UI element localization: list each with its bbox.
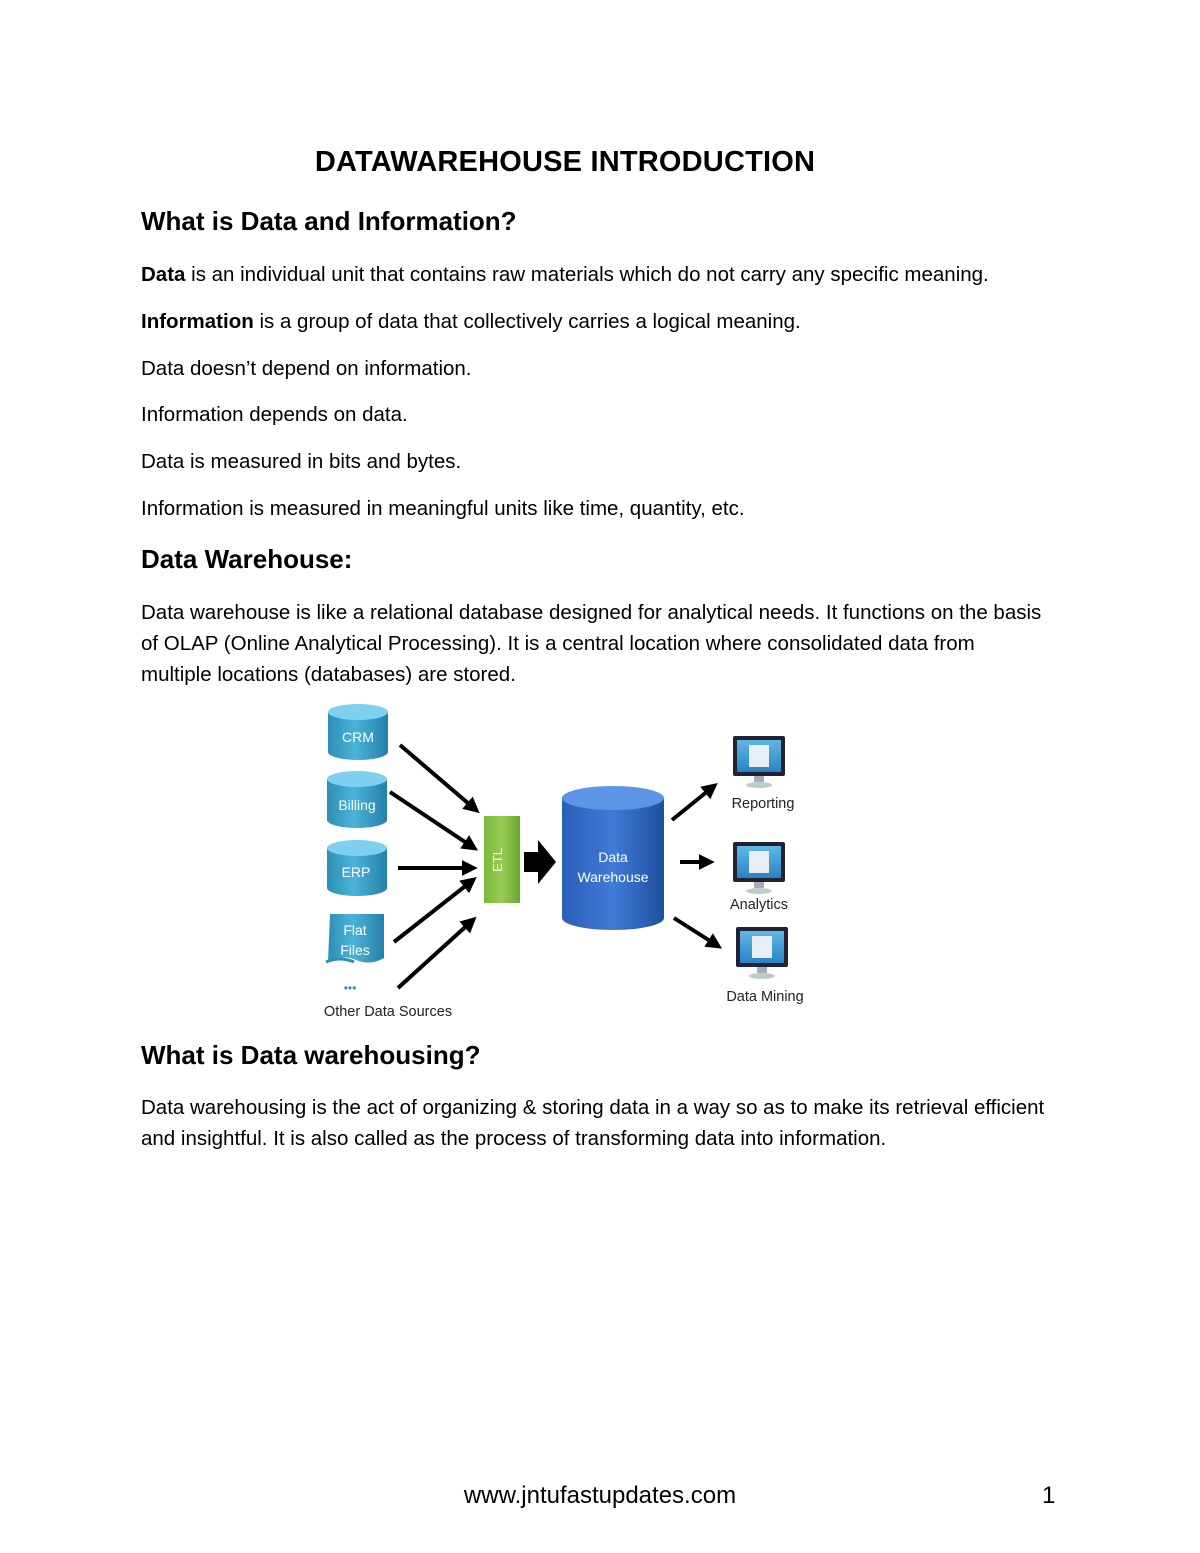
warehouse-label-line2: Warehouse [577,869,649,885]
output-arrows [672,786,718,946]
paragraph-data-warehouse: Data warehouse is like a relational database designed for analytical needs. It functions on the basis of OLAP (Online Analytical Processing). It is a central location where consolidated data from multiple locations (databases) are stored. [141,601,1042,686]
other-data-sources-label: Other Data Sources [323,1004,453,1020]
term-data: Data [141,263,186,286]
heading-data-warehouse: Data Warehouse: [141,544,353,574]
data-definition-text: is an individual unit that contains raw materials which do not carry any specific meaning. [185,263,989,286]
reporting-label: Reporting [731,796,795,812]
source-arrows [390,745,476,988]
warehouse-label-line1: Data [598,849,628,865]
erp-cylinder [327,840,387,896]
arrow-warehouse-reporting [672,786,714,820]
heading-data-information: What is Data and Information? [141,206,517,236]
paragraph-data-definition [141,259,1051,290]
datamining-label: Data Mining [726,989,804,1005]
arrow-etl-warehouse [524,840,556,884]
flat-files-icon [326,914,384,963]
more-sources-dots: ••• [343,981,357,995]
arrow-crm-etl [400,745,476,810]
footer-url: www.jntufastupdates.com [463,1482,737,1509]
crm-cylinder [328,704,388,760]
heading-data-warehousing: What is Data warehousing? [141,1040,481,1070]
datamining-monitor-icon [726,927,803,1005]
data-warehouse-diagram [318,700,818,1025]
crm-label: CRM [342,729,374,745]
etl-box [484,816,520,903]
information-definition-text: is a group of data that collectively carries a logical meaning. [253,310,801,333]
paragraph-data-independence: Data doesn’t depend on information. [141,357,472,380]
arrow-billing-etl [390,792,474,848]
arrow-warehouse-datamining [674,918,718,946]
flat-files-label-line1: Flat [343,922,367,938]
page-number: 1 [1042,1482,1056,1509]
paragraph-information-definition [141,306,1051,337]
etl-label: ETL [490,848,505,872]
page-title: DATAWAREHOUSE INTRODUCTION [314,146,816,178]
analytics-label: Analytics [729,897,789,913]
analytics-monitor-icon [730,842,788,913]
billing-label: Billing [338,797,376,813]
paragraph-information-dependence: Information depends on data. [141,403,408,426]
paragraph-data-measure: Data is measured in bits and bytes. [141,450,462,473]
erp-label: ERP [341,864,371,880]
term-information: Information [141,310,254,333]
data-warehouse-cylinder [562,786,664,930]
paragraph-information-measure: Information is measured in meaningful units like time, quantity, etc. [141,497,745,520]
billing-cylinder [327,771,387,828]
reporting-monitor-icon [732,736,795,812]
paragraph-data-warehousing: Data warehousing is the act of organizing & storing data in a way so as to make its retrieval efficient and insightful. It is also called as the process of transforming data into information. [141,1096,1045,1150]
flat-files-label-line2: Files [340,942,370,958]
